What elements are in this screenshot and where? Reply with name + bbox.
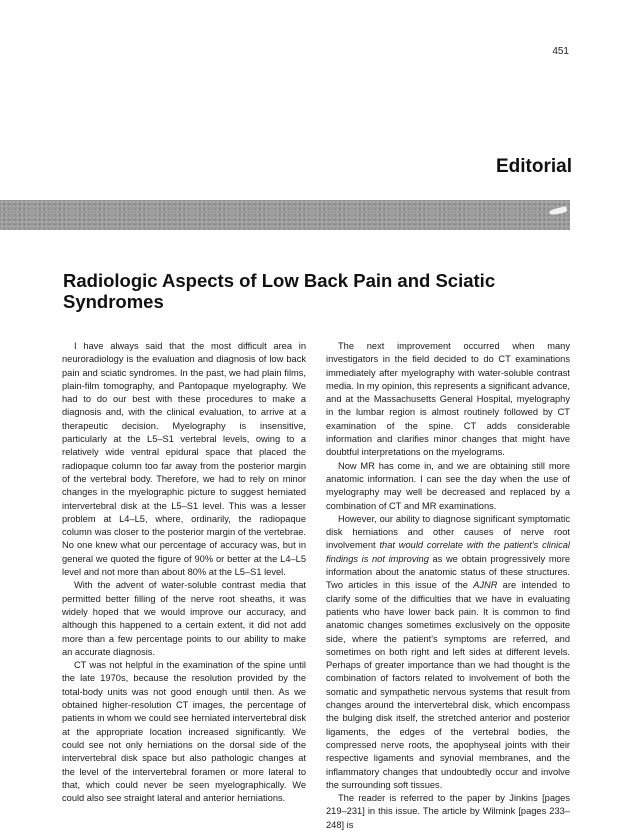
article-title: Radiologic Aspects of Low Back Pain and Sciatic Syndromes — [63, 270, 496, 312]
paragraph: I have always said that the most difficult area in neuroradiology is the evaluation and diagnosis of low back pain and sciatic syndromes. In the past, we had plain films, plain-film tomography, and Pantopaque myelography. We had to do our best with these procedures to make a diagnosis and, with the clinical evaluation, to arrive at a therapeutic decision. Myelography is insensitive, particularly at the L5–S1 vertebral levels, owing to a relatively wide ventral epidural space that placed the radiopaque column too far away from the posterior margin of the vertebral body. Therefore, we had to rely on minor changes in the myelographic picture to suggest herniated intervertebral disk at the L5–S1 level. This was a lesser problem at L4–L5, where, ordinarily, the radiopaque column was closer to the posterior margin of the vertebrae. No one knew what our percentage of accuracy was, but in general we quoted the figure of 90% or better at the L4–L5 level and not more than about 80% at the L5–S1 level. — [62, 341, 306, 578]
section-banner — [0, 200, 570, 230]
left-column — [62, 340, 306, 805]
text-run: are intended to clarify some of the difficulties that we have in evaluating patients who have lower back pain. It is common to find anatomic changes sometimes exclusively on the opposite side, where the patient's symptoms are referred, and sometimes on both right and left sides at different levels. Perhaps of greater importance than we had thought is the combination of factors related to involvement of both the somatic and sympathetic nervous systems that result from changes around the intervertebral disk, which encompass the bulging disk itself, the stretched anterior and posterior ligaments, the edges of the vertebral bodies, the compressed nerve roots, the apophyseal joints with their respective ligaments and synovial membranes, and the inflammatory changes that undoubtedly occur and involve the surrounding soft tissues. — [326, 580, 570, 790]
right-column — [326, 340, 570, 832]
paragraph: Now MR has come in, and we are obtaining still more anatomic information. I can see the day when the use of myelography may well be decreased and replaced by a combination of CT and MR examinations. — [326, 460, 570, 511]
page-number: 451 — [552, 46, 569, 57]
paragraph: The reader is referred to the paper by Jinkins [pages 219–231] in this issue. The article by Wilmink [pages 233–248] is — [326, 793, 570, 830]
text-run: However, our ability to diagnose significant symptomatic disk herniations and other causes of nerve root involvement — [326, 513, 570, 551]
paragraph: CT was not helpful in the examination of the spine until the late 1970s, because the resolution provided by the total-body units was not good enough until then. As we obtained higher-resolution CT images, the percentage of patients in whom we could see herniated intervertebral disk at the appropriate location increased significantly. We could see not only herniations on the dorsal side of the intervertebral disk space but also pathologic changes at the level of the intervertebral foramen or more lateral to that, which could never be seen myelographically. We could also see straight lateral and anterior herniations. — [62, 660, 306, 804]
paragraph — [326, 513, 570, 792]
paragraph: The next improvement occurred when many investigators in the field decided to do CT examinations immediately after myelography with water-soluble contrast media. In my opinion, this represents a significant advance, and at the Massachusetts General Hospital, myelography in the lumbar region is almost routinely followed by CT examination of the spine. CT adds considerable information and clarifies minor changes that might have doubtful interpretations on the myelograms. — [326, 341, 570, 458]
emphasized-text: that would correlate with the patient's clinical findings is not improving — [326, 540, 570, 564]
section-label-editorial: Editorial — [495, 156, 572, 177]
banner-swoosh-decoration — [549, 206, 568, 216]
text-run: as we obtain progressively more information about the anatomic status of these structures. Two articles in this issue of the — [326, 553, 570, 591]
paragraph: With the advent of water-soluble contrast media that permitted better filling of the nerve root sheaths, it was widely hoped that we would improve our accuracy, and although this happened to a certain extent, it did not add more than a few percentage points to our ability to make an accurate diagnosis. — [62, 580, 306, 657]
journal-name: AJNR — [473, 580, 498, 591]
